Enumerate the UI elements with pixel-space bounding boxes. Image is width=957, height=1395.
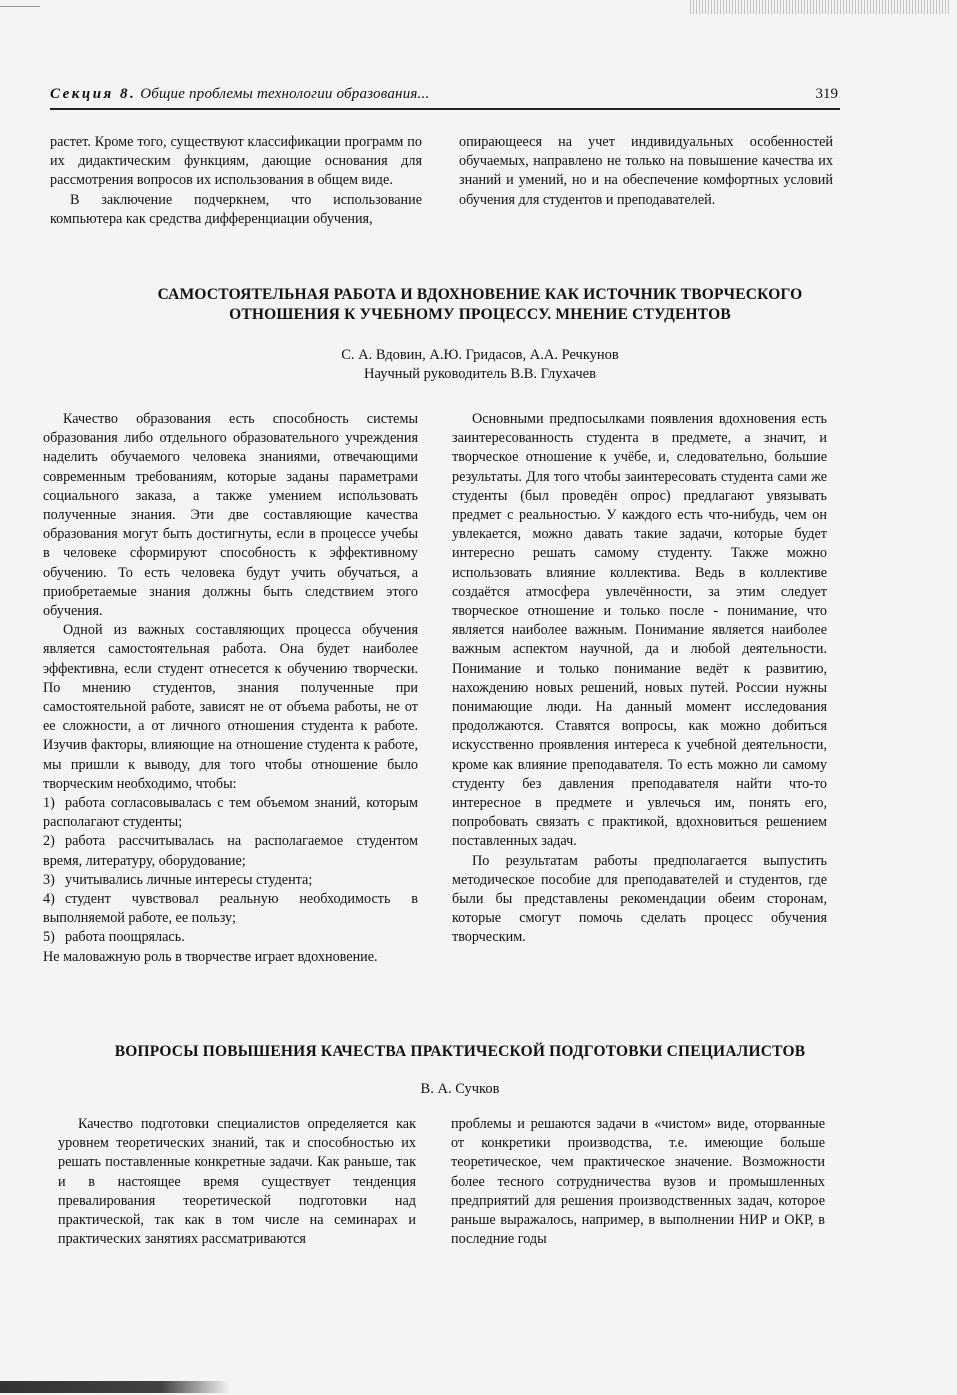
article1-right-paragraph-2: По результатам работы предполагается выпустить методическое пособие для преподавателей и студентов, где были бы представлены рекомендации обеим сторонам, которые смогут помочь сделать процесс обучения творческим.	[452, 852, 827, 946]
article2-right-paragraph-1: проблемы и решаются задачи в «чистом» виде, оторванные от конкретики производства, т.е. имеющие больше теоретическое, чем практическое значение. Возможности более тесного сотрудничества вузов и промышленных предприятий для решения производственных задач, которое раньше выражалось, например, в выполнении НИР и ОКР, в последние годы	[451, 1116, 825, 1248]
article2-left-column	[58, 1115, 416, 1249]
scan-artifact-bottom-left	[0, 1381, 230, 1393]
list-item-text: работа рассчитывалась на располагаемое студентом время, литературу, оборудование;	[43, 833, 418, 869]
list-item	[43, 928, 418, 947]
article1-left-paragraph-2: Одной из важных составляющих процесса обучения является самостоятельная работа. Она будет наиболее эффективна, если студент отнесется к обучению творчески. По мнению студентов, знания полученные при самостоятельной работе, зависят не от объема работы, не от ее сложности, а от личного отношения студента к работе. Изучив факторы, влияющие на отношение студента к работе, мы пришли к выводу, для того чтобы отношение было творческим необходимо, чтобы:	[43, 622, 418, 792]
prev-left-paragraph-2: В заключение подчеркнем, что использование компьютера как средства дифференциации обучения,	[50, 191, 422, 227]
list-item-text: студент чувствовал реальную необходимость в выполняемой работе, ее пользу;	[43, 891, 418, 927]
list-item-text: работа согласовывалась с тем объемом знаний, которым располагают студенты;	[43, 795, 418, 831]
prev-article-left-column	[50, 133, 422, 229]
article1-title-line-2: ОТНОШЕНИЯ К УЧЕБНОМУ ПРОЦЕССУ. МНЕНИЕ СТУДЕНТОВ	[229, 306, 731, 323]
article1-title	[50, 285, 910, 325]
list-item	[43, 832, 418, 870]
running-head-section	[50, 86, 429, 103]
list-item-text: работа поощрялась.	[65, 929, 185, 946]
section-title: Общие проблемы технологии образования...	[140, 86, 430, 102]
list-item-number: 2)	[43, 833, 55, 850]
article1-right-column	[452, 410, 827, 948]
running-head	[50, 86, 840, 110]
article1-left-paragraph-3: Не маловажную роль в творчестве играет вдохновение.	[43, 948, 378, 965]
article1-right-paragraph-1: Основными предпосылками появления вдохновения есть заинтересованность студента в предмете, а значит, и творческое отношение к учёбе, и, следовательно, большие результаты. Для того чтобы заинтересовать студента сами же студенты (был проведён опрос) предлагают увязывать предмет с реальностью. У каждого есть что-нибудь, чем он увлекается, можно давать такие задачи, которые будет интересно решать самому студенту. Также можно использовать влияние коллектива. Ведь в коллективе создаётся атмосфера увлечённости, за этим следует творческое отношение и только после - понимание, что является наиболее важным. Понимание является наиболее важным аспектом научной, да и любой деятельности. Понимание и только понимание ведёт к развитию, нахождению новых решений, новых путей. России нужны понимающие люди. На данный момент исследования продолжаются. Ставятся вопросы, как можно добиться искусственно проявления интереса к учебной деятельности, кроме как влияние преподавателя. То есть можно ли самому студенту без давления преподавателя найти что-то интересное в предмете и увлечься им, понять его, попробовать связать с практикой, вдохновиться решением поставленных задач.	[452, 411, 827, 850]
list-item-number: 3)	[43, 871, 55, 888]
list-item	[43, 890, 418, 928]
list-item-number: 4)	[43, 891, 55, 908]
article1-title-line-1: САМОСТОЯТЕЛЬНАЯ РАБОТА И ВДОХНОВЕНИЕ КАК ИСТОЧНИК ТВОРЧЕСКОГО	[157, 286, 803, 303]
prev-right-paragraph-1: опирающееся на учет индивидуальных особенностей обучаемых, направлено не только на повышение качества их знаний и умений, но и на обеспечение комфортных условий обучения для студентов и преподавателей.	[459, 134, 833, 208]
list-item-number: 1)	[43, 795, 55, 812]
article2-author: В. А. Сучков	[420, 1081, 500, 1097]
page-number: 319	[815, 86, 838, 102]
list-item-text: учитывались личные интересы студента;	[65, 871, 313, 888]
article2-right-column	[451, 1115, 825, 1249]
article1-authors: С. А. Вдовин, А.Ю. Гридасов, А.А. Речкунов	[341, 347, 619, 363]
prev-left-paragraph-1: растет. Кроме того, существуют классификации программ по их дидактическим функциям, дающие основания для рассмотрения вопросов их использования в общем виде.	[50, 134, 422, 189]
section-label: Секция 8.	[50, 86, 137, 102]
prev-article-right-column	[459, 133, 833, 210]
list-item-number: 5)	[43, 929, 55, 946]
article2-left-paragraph-1: Качество подготовки специалистов определяется как уровнем теоретических знаний, так и способностью их решать поставленные конкретные задачи. Как раньше, так и в настоящее время существует тенденция превалирования теоретической подготовки над практической, так как в том числе на семинарах и практических занятиях рассматриваются	[58, 1116, 416, 1248]
article2-title: ВОПРОСЫ ПОВЫШЕНИЯ КАЧЕСТВА ПРАКТИЧЕСКОЙ ПОДГОТОВКИ СПЕЦИАЛИСТОВ	[114, 1043, 806, 1060]
list-item	[43, 794, 418, 832]
article1-left-column	[43, 410, 418, 967]
article1-conditions-list	[43, 794, 418, 948]
article1-left-paragraph-1: Качество образования есть способность системы образования либо отдельного образовательного учреждения наделить обучаемого человека знаниями, отвечающими современным требованиям, которые заданы параметрами социального заказа, а также умением использовать полученные знания. Эти две составляющие качества образования могут быть достигнуты, если в процессе учебы в человеке сформируют способность к эффективному обучению. То есть человека будут учить обучаться, а приобретаемые знания должны быть следствием этого обучения.	[43, 411, 418, 620]
article1-supervisor: Научный руководитель В.В. Глухачев	[364, 366, 596, 382]
scan-artifact-top-left	[0, 6, 40, 7]
list-item	[43, 871, 418, 890]
article1-byline	[50, 346, 910, 384]
scan-artifact-top-right	[690, 0, 950, 14]
